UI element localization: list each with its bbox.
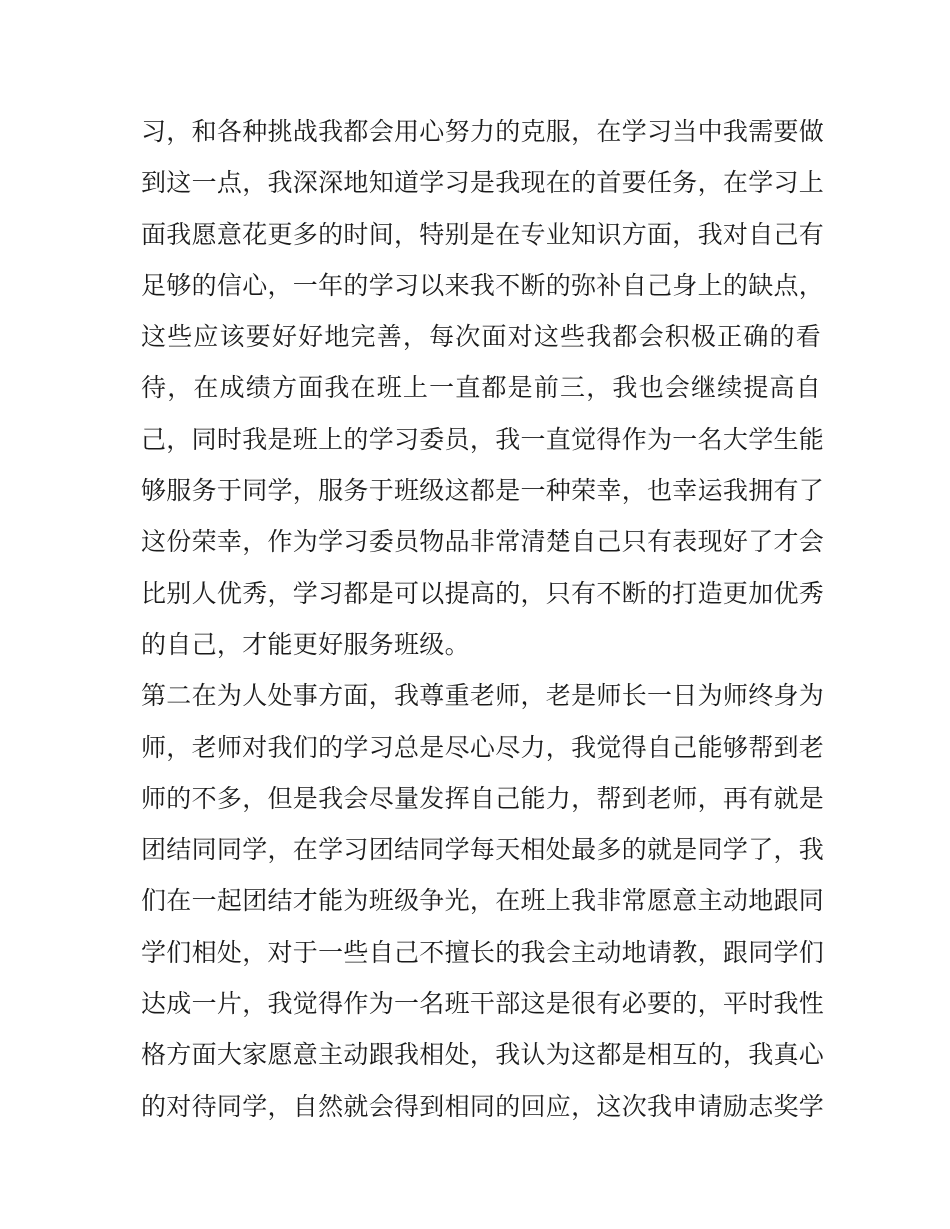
- text-line: 这份荣幸，作为学习委员物品非常清楚自己只有表现好了才会: [141, 527, 825, 557]
- text-line: 比别人优秀，学习都是可以提高的，只有不断的打造更加优秀: [141, 578, 825, 608]
- text-line: 学们相处，对于一些自己不擅长的我会主动地请教，跟同学们: [141, 937, 825, 967]
- text-line: 这些应该要好好地完善，每次面对这些我都会积极正确的看: [141, 322, 821, 352]
- paragraph-1: [141, 106, 825, 670]
- text-line: 己，同时我是班上的学习委员，我一直觉得作为一名大学生能: [141, 424, 825, 454]
- text-line: 们在一起团结才能为班级争光，在班上我非常愿意主动地跟同: [141, 886, 825, 916]
- text-line: 达成一片，我觉得作为一名班干部这是很有必要的，平时我性: [141, 989, 825, 1019]
- text-line: 的对待同学，自然就会得到相同的回应，这次我申请励志奖学: [141, 1091, 825, 1121]
- text-line: 师，老师对我们的学习总是尽心尽力，我觉得自己能够帮到老: [141, 732, 825, 762]
- text-line: 面我愿意花更多的时间，特别是在专业知识方面，我对自己有: [141, 219, 825, 249]
- text-line: 到这一点，我深深地知道学习是我现在的首要任务，在学习上: [141, 168, 825, 198]
- text-line: 足够的信心，一年的学习以来我不断的弥补自己身上的缺点，: [141, 270, 825, 300]
- text-line: 格方面大家愿意主动跟我相处，我认为这都是相互的，我真心: [141, 1040, 825, 1070]
- text-line: 够服务于同学，服务于班级这都是一种荣幸，也幸运我拥有了: [141, 476, 825, 506]
- paragraph-2: [141, 670, 825, 1132]
- text-line: 待，在成绩方面我在班上一直都是前三，我也会继续提高自: [141, 373, 821, 403]
- text-line: 团结同同学，在学习团结同学每天相处最多的就是同学了，我: [141, 835, 825, 865]
- text-line: 师的不多，但是我会尽量发挥自己能力，帮到老师，再有就是: [141, 783, 825, 813]
- text-line: 习，和各种挑战我都会用心努力的克服，在学习当中我需要做: [141, 117, 825, 146]
- text-line: 第二在为人处事方面，我尊重老师，老是师长一日为师终身为: [141, 681, 825, 711]
- body-text: [141, 106, 825, 1132]
- text-line: 的自己，才能更好服务班级。: [141, 629, 470, 659]
